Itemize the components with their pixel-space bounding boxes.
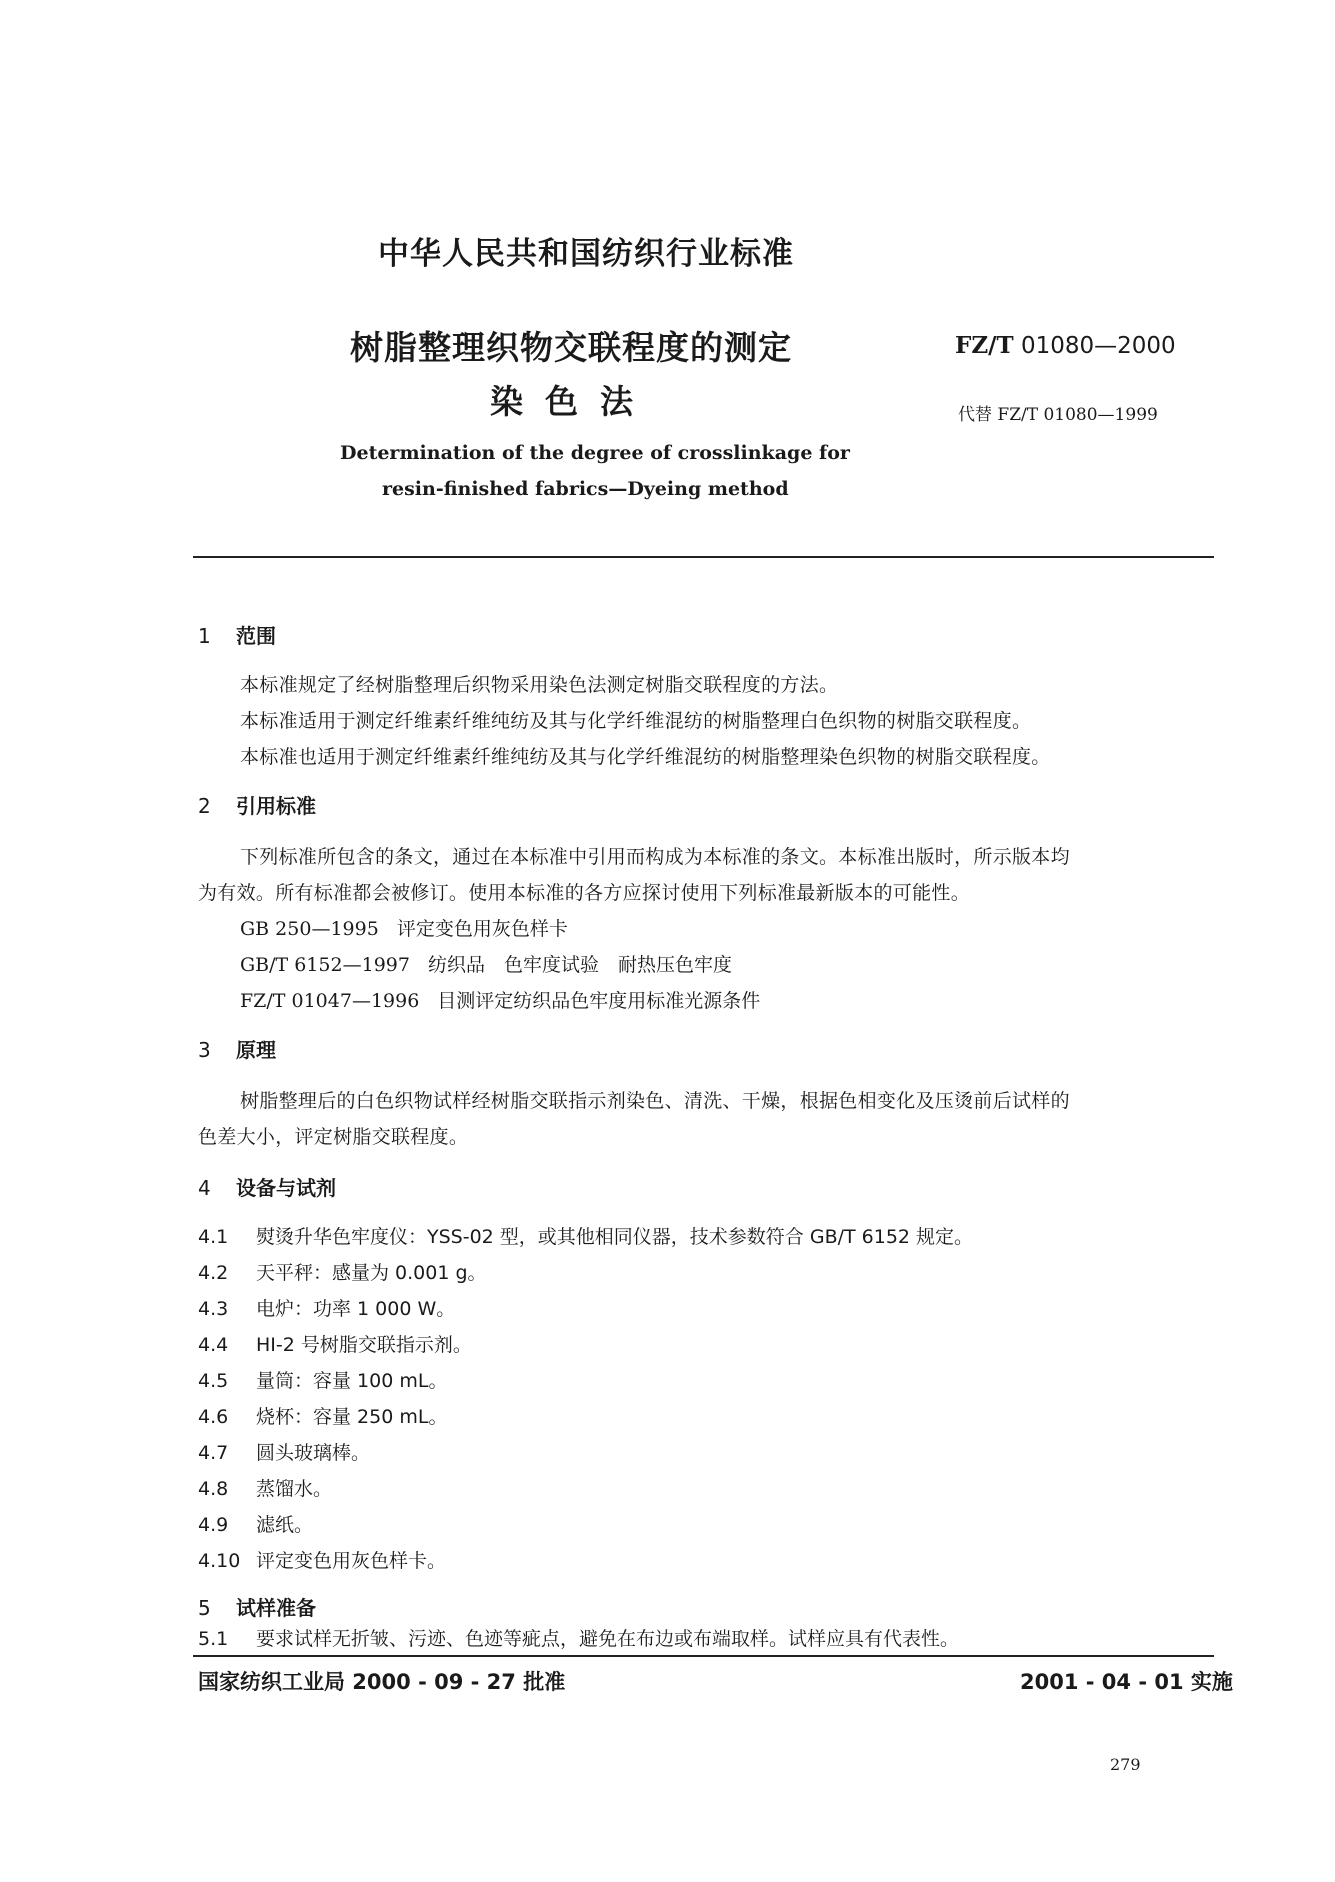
equipment-item (198, 1474, 332, 1501)
section-title: 引用标准 (236, 794, 316, 818)
approval-date: 国家纺织工业局 2000 - 09 - 27 批准 (198, 1670, 566, 1694)
item-number: 4.10 (198, 1550, 241, 1572)
item-text: 天平秤：感量为 0.001 g。 (256, 1262, 487, 1284)
equipment-item (198, 1294, 455, 1321)
item-number: 4.2 (198, 1262, 229, 1284)
reference-item (240, 986, 760, 1013)
standard-code: 01080—2000 (1020, 333, 1176, 359)
item-number: 4.1 (198, 1226, 229, 1248)
section-number: 2 (198, 794, 211, 818)
section-3-paragraph-line1: 树脂整理后的白色织物试样经树脂交联指示剂染色、清洗、干燥，根据色相变化及压烫前后试样的 (240, 1090, 1070, 1112)
section-1-heading (198, 620, 276, 649)
document-title-en-line2: resin-finished fabrics—Dyeing method (382, 478, 789, 500)
reference-code: GB/T 6152—1997 (240, 954, 410, 976)
equipment-item (198, 1258, 487, 1285)
reference-item (240, 950, 732, 977)
section-3-heading (198, 1034, 276, 1063)
effective-date: 2001 - 04 - 01 实施 (1020, 1670, 1233, 1694)
item-text: 圆头玻璃棒。 (256, 1442, 371, 1464)
equipment-item (198, 1438, 370, 1465)
section-5-heading (198, 1592, 316, 1621)
item-text: 电炉：功率 1 000 W。 (256, 1298, 456, 1320)
equipment-item (198, 1222, 973, 1249)
section-title: 范围 (236, 624, 276, 648)
document-title-cn: 树脂整理织物交联程度的测定 (350, 328, 792, 367)
item-text: 评定变色用灰色样卡。 (256, 1550, 447, 1572)
item-text: 量筒：容量 100 mL。 (256, 1370, 448, 1392)
item-number: 4.4 (198, 1334, 229, 1356)
item-number: 4.8 (198, 1478, 229, 1500)
document-title-en-line1: Determination of the degree of crosslinkage for (340, 442, 850, 464)
footer-divider (193, 1655, 1214, 1657)
reference-item (240, 914, 568, 941)
equipment-item (198, 1330, 472, 1357)
page-number: 279 (1110, 1755, 1141, 1774)
reference-code: FZ/T 01047—1996 (240, 990, 420, 1012)
item-number: 4.5 (198, 1370, 229, 1392)
item-text: 蒸馏水。 (256, 1478, 333, 1500)
section-1-paragraph: 本标准适用于测定纤维素纤维纯纺及其与化学纤维混纺的树脂整理白色织物的树脂交联程度。 (240, 710, 1032, 732)
section-3-paragraph-line2: 色差大小，评定树脂交联程度。 (198, 1126, 469, 1148)
equipment-item (198, 1366, 447, 1393)
section-number: 1 (198, 624, 211, 648)
item-text: 要求试样无折皱、污迹、色迹等疵点，避免在布边或布端取样。试样应具有代表性。 (256, 1628, 960, 1650)
section-title: 试样准备 (236, 1596, 316, 1620)
section-title: 设备与试剂 (236, 1176, 336, 1200)
reference-title: 目测评定纺织品色牢度用标准光源条件 (437, 990, 761, 1012)
section-4-heading (198, 1172, 336, 1201)
section-number: 5 (198, 1596, 211, 1620)
section-1-paragraph: 本标准也适用于测定纤维素纤维纯纺及其与化学纤维混纺的树脂整理染色织物的树脂交联程度。 (240, 746, 1051, 768)
document-subtitle-cn: 染色法 (490, 382, 655, 421)
item-number: 4.3 (198, 1298, 229, 1320)
item-number: 4.7 (198, 1442, 229, 1464)
header-divider (193, 556, 1214, 558)
section-2-paragraph-line1: 下列标准所包含的条文，通过在本标准中引用而构成为本标准的条文。本标准出版时，所示版本均 (240, 846, 1070, 868)
reference-title: 纺织品 色牢度试验 耐热压色牢度 (427, 954, 732, 976)
reference-code: GB 250—1995 (240, 918, 379, 940)
replaces-note: 代替 FZ/T 01080—1999 (958, 405, 1158, 425)
item-text: 烧杯：容量 250 mL。 (256, 1406, 448, 1428)
section-title: 原理 (236, 1038, 276, 1062)
section-2-heading (198, 790, 316, 819)
issuer-title: 中华人民共和国纺织行业标准 (378, 236, 794, 272)
equipment-item (198, 1546, 446, 1573)
equipment-item (198, 1402, 447, 1429)
item-number: 5.1 (198, 1628, 229, 1650)
standard-number (955, 332, 1176, 359)
item-text: 滤纸。 (256, 1514, 314, 1536)
item-number: 4.6 (198, 1406, 229, 1428)
section-number: 3 (198, 1038, 211, 1062)
equipment-item (198, 1510, 313, 1537)
item-text: HI-2 号树脂交联指示剂。 (256, 1334, 472, 1356)
item-number: 4.9 (198, 1514, 229, 1536)
reference-title: 评定变色用灰色样卡 (396, 918, 568, 940)
sample-prep-item (198, 1624, 959, 1651)
section-2-paragraph-line2: 为有效。所有标准都会被修订。使用本标准的各方应探讨使用下列标准最新版本的可能性。 (198, 882, 971, 904)
section-number: 4 (198, 1176, 211, 1200)
standard-prefix: FZ/T (955, 332, 1014, 359)
section-1-paragraph: 本标准规定了经树脂整理后织物采用染色法测定树脂交联程度的方法。 (240, 674, 839, 696)
item-text: 熨烫升华色牢度仪：YSS-02 型，或其他相同仪器，技术参数符合 GB/T 6152 规定。 (256, 1226, 974, 1248)
